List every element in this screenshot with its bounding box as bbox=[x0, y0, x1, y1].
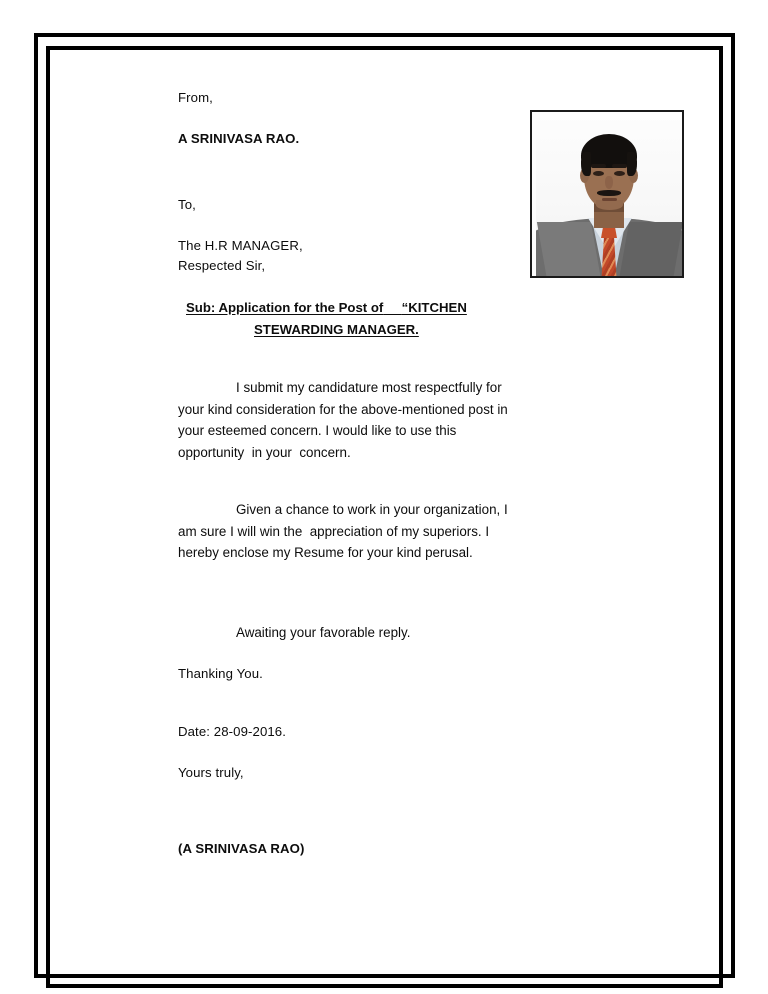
photo-eye-right bbox=[614, 171, 625, 176]
photo-nose bbox=[605, 176, 613, 189]
paragraph-two: Given a chance to work in your organization, I am sure I will win the appreciation of my superiors. I hereby enclose my Resume for your kind perusal. bbox=[178, 502, 512, 560]
salutation: Respected Sir, bbox=[178, 258, 266, 273]
subject-text: Sub: Application for the Post of bbox=[186, 300, 384, 315]
recipient-line: The H.R MANAGER, bbox=[178, 238, 303, 253]
photo-moustache bbox=[597, 190, 621, 196]
spacer bbox=[178, 564, 518, 622]
subject-line-1 bbox=[186, 297, 518, 319]
subject-line-2: STEWARDING MANAGER. bbox=[254, 322, 419, 337]
letter-body bbox=[178, 88, 518, 859]
date-line: Date: 28-09-2016. bbox=[178, 724, 287, 739]
subject-block bbox=[186, 297, 518, 341]
spacer bbox=[178, 149, 518, 195]
paragraph-one: I submit my candidature most respectfully for your kind consideration for the above-mentioned post in your esteemed concern. I would like to use this opportunity in your concern. bbox=[178, 380, 512, 460]
spacer bbox=[178, 215, 518, 236]
spacer bbox=[178, 463, 518, 499]
to-label: To, bbox=[178, 197, 196, 212]
photo-image bbox=[536, 114, 682, 276]
photo-hair-side-right bbox=[627, 152, 637, 176]
thanks-line: Thanking You. bbox=[178, 666, 263, 681]
photo-suit-right-lapel bbox=[619, 222, 682, 276]
spacer bbox=[178, 643, 518, 664]
photo-eyebrow-left bbox=[591, 164, 606, 168]
spacer bbox=[178, 783, 518, 839]
spacer bbox=[178, 108, 518, 129]
photo-chin bbox=[596, 200, 623, 210]
from-label: From, bbox=[178, 90, 213, 105]
subject-quote: “KITCHEN bbox=[401, 300, 467, 315]
photo-hair-side-left bbox=[581, 152, 591, 176]
photo-suit-left-lapel bbox=[537, 222, 601, 276]
spacer bbox=[178, 341, 518, 377]
signature-name: (A SRINIVASA RAO) bbox=[178, 841, 305, 856]
photo-eye-left bbox=[593, 171, 604, 176]
photo-eyebrow-right bbox=[612, 164, 627, 168]
photo-mouth bbox=[602, 198, 617, 201]
sender-name: A SRINIVASA RAO. bbox=[178, 131, 300, 146]
applicant-photo bbox=[530, 110, 684, 278]
spacer bbox=[178, 276, 518, 297]
closing-request: Awaiting your favorable reply. bbox=[236, 624, 411, 640]
sign-off: Yours truly, bbox=[178, 765, 244, 780]
spacer bbox=[178, 742, 518, 763]
spacer bbox=[178, 684, 518, 722]
